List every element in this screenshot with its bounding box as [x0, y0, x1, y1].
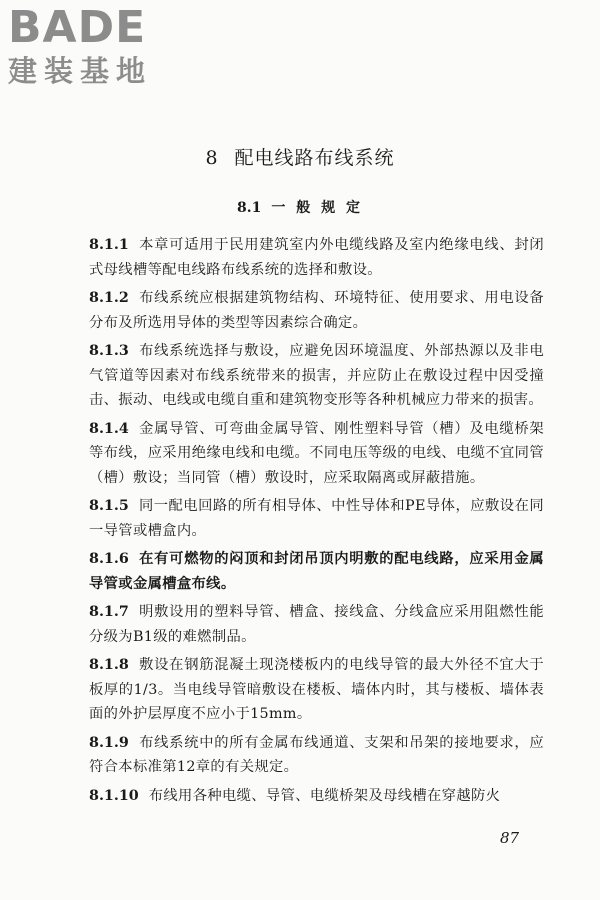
clause-8-1-7 [89, 600, 544, 649]
clause-text: 同一配电回路的所有相导体、中性导体和PE导体，应敷设在同一导管或槽盒内。 [89, 498, 544, 539]
clause-text: 布线用各种电缆、导管、电缆桥架及母线槽在穿越防火 [148, 787, 501, 804]
section-number: 8.1 [237, 200, 262, 216]
logo-latin-text: BADE [8, 2, 147, 53]
clause-number: 8.1.5 [89, 498, 129, 514]
clause-number: 8.1.3 [89, 343, 129, 359]
clause-number: 8.1.8 [89, 657, 129, 673]
clause-list [89, 233, 544, 808]
clause-8-1-9 [89, 731, 544, 780]
clause-text: 金属导管、可弯曲金属导管、刚性塑料导管（槽）及电缆桥架等布线，应采用绝缘电线和电缆。不同电压等级的电线、电缆不宜同管（槽）敷设；当同管（槽）敷设时，应采取隔离或屏蔽措施。 [89, 420, 544, 486]
clause-8-1-10 [89, 784, 544, 809]
clause-text: 在有可燃物的闷顶和封闭吊顶内明敷的配电线路，应采用金属导管或金属槽盒布线。 [89, 551, 544, 592]
clause-number: 8.1.9 [89, 734, 129, 751]
clause-text: 敷设在钢筋混凝土现浇楼板内的电线导管的最大外径不宜大于板厚的1/3。当电线导管暗敷设在楼板、墙体内时，其与楼板、墙体表面的外护层厚度不应小于15mm。 [89, 657, 544, 722]
section-heading [0, 197, 600, 217]
bade-logo [8, 4, 178, 88]
chapter-heading [0, 143, 600, 170]
chapter-title: 配电线路布线系统 [234, 147, 395, 169]
clause-8-1-4 [89, 417, 544, 491]
clause-8-1-5 [89, 494, 544, 543]
clause-number: 8.1.4 [89, 420, 129, 437]
clause-8-1-3 [89, 339, 544, 413]
clause-text: 布线系统选择与敷设，应避免因环境温度、外部热源以及非电气管道等因素对布线系统带来的损害，并应防止在敷设过程中因受撞击、振动、电线或电缆自重和建筑物变形等各种机械应力带来的损害。 [89, 343, 544, 408]
clause-8-1-1 [89, 233, 544, 282]
section-title: 一 般 规 定 [271, 200, 363, 216]
clause-8-1-2 [89, 286, 544, 335]
clause-number: 8.1.2 [89, 290, 129, 306]
chapter-number: 8 [205, 147, 219, 169]
clause-number: 8.1.7 [89, 604, 129, 620]
clause-number: 8.1.6 [89, 551, 129, 567]
clause-number: 8.1.10 [89, 787, 139, 804]
clause-text: 布线系统应根据建筑物结构、环境特征、使用要求、用电设备分布及所选用导体的类型等因素综合确定。 [89, 290, 544, 331]
clause-8-1-8 [89, 653, 544, 727]
clause-text: 布线系统中的所有金属布线通道、支架和吊架的接地要求，应符合本标准第12章的有关规定。 [89, 734, 544, 775]
clause-text: 明敷设用的塑料导管、槽盒、接线盒、分线盒应采用阻燃性能分级为B1级的难燃制品。 [89, 604, 544, 645]
page-number: 87 [500, 829, 520, 847]
clause-8-1-6 [89, 547, 544, 596]
clause-text: 本章可适用于民用建筑室内外电缆线路及室内绝缘电线、封闭式母线槽等配电线路布线系统的选择和敷设。 [89, 237, 544, 278]
logo-chinese-text: 建装基地 [8, 54, 153, 88]
clause-number: 8.1.1 [89, 237, 129, 253]
